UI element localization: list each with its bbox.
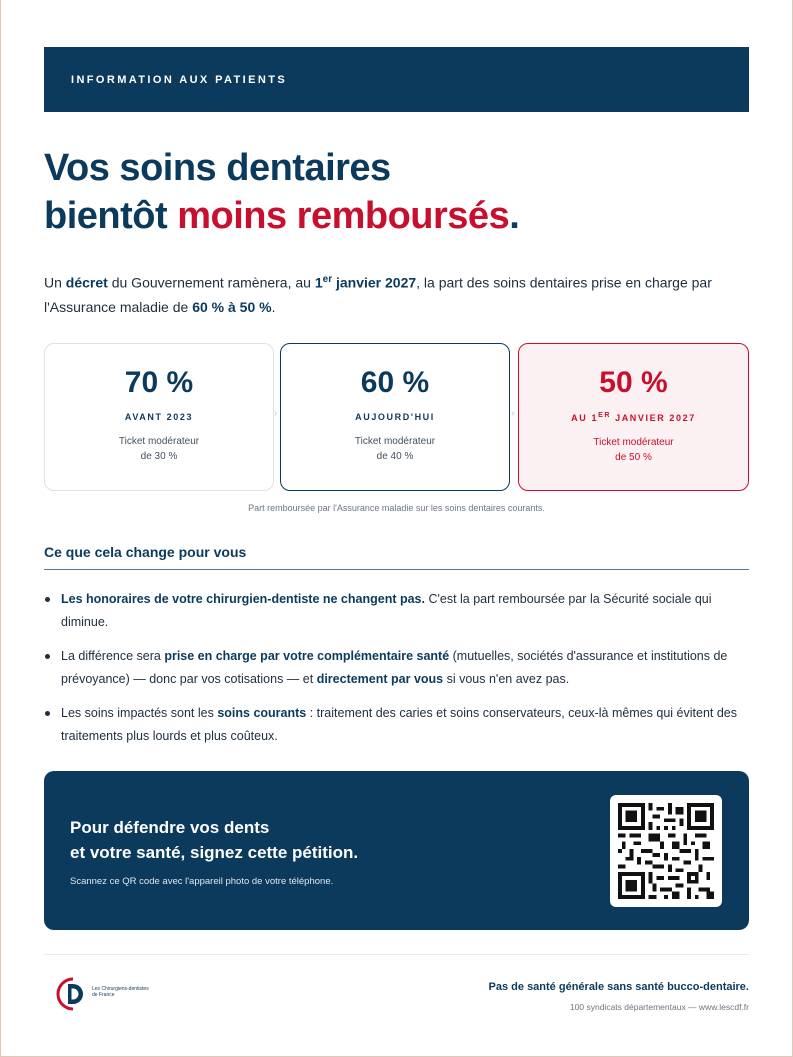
intro-text-4: .	[271, 298, 276, 315]
card-ticket-line1: Ticket modérateur	[354, 436, 436, 447]
intro-bold-rates: 60 % à 50 %	[192, 298, 272, 315]
card-january-2027	[518, 343, 749, 491]
petition-title	[70, 815, 470, 865]
intro-bold-1: 1	[314, 274, 323, 291]
footer-tagline: Pas de santé générale sans santé bucco-dentaire.	[488, 981, 749, 993]
bullet-text: (mutuelles, sociétés d'assurance et institutions de prévoyance) — donc par vos cotisations — et	[61, 649, 728, 686]
headline-line1: Vos soins dentaires	[44, 147, 391, 189]
card-ticket-line1: Ticket modérateur	[118, 436, 200, 447]
card-period-b: JANVIER 2027	[611, 413, 696, 423]
intro-text-2: du Gouvernement ramènera, au	[107, 274, 315, 291]
bullet-bold: directement par vous	[316, 672, 444, 686]
bullet-bold: soins courants	[217, 706, 307, 720]
bullet-text: : traitement des caries et soins conservateurs, ceux-là mêmes qui évitent des traitements plus lourds et plus coûteux.	[61, 706, 737, 743]
petition-title-line2: et votre santé, signez cette pétition.	[70, 843, 359, 862]
card-percent: 60 %	[360, 366, 430, 399]
intro-paragraph	[44, 268, 749, 319]
petition-instructions: Scannez ce QR code avec l'appareil photo de votre téléphone.	[70, 876, 334, 887]
card-period: AVANT 2023	[124, 412, 194, 422]
bullet-dot-icon	[45, 654, 50, 659]
bullet-text: si vous n'en avez pas.	[443, 672, 570, 686]
bullet-text: La différence sera	[61, 649, 165, 663]
bullet-bold: prise en charge par votre complémentaire santé	[164, 649, 450, 663]
intro-sup-er: er	[322, 274, 333, 285]
chevron-right-icon: ›	[511, 408, 515, 419]
qr-code[interactable]	[610, 795, 722, 907]
card-period-sup: ER	[598, 412, 611, 419]
section-title: Ce que cela change pour vous	[44, 544, 749, 570]
card-percent: 70 %	[124, 366, 194, 399]
bullet-text: Les soins impactés sont les	[61, 706, 218, 720]
card-before-2023	[44, 343, 274, 491]
bullet-dot-icon	[45, 711, 50, 716]
card-ticket-line2: de 50 %	[615, 452, 652, 463]
headline-line2-start: bientôt	[44, 195, 178, 237]
card-today	[280, 343, 510, 491]
bullet-dot-icon	[45, 597, 50, 602]
list-item	[44, 645, 749, 691]
headline-line2-red: moins remboursés	[177, 195, 510, 237]
reimbursement-cards	[44, 343, 749, 491]
cards-caption: Part remboursée par l'Assurance maladie sur les soins dentaires courants.	[248, 503, 545, 513]
list-item	[44, 702, 749, 748]
card-period: AUJOURD'HUI	[355, 412, 435, 422]
card-ticket	[45, 434, 273, 464]
card-ticket-line2: de 40 %	[376, 451, 414, 462]
chevron-right-icon: ›	[274, 408, 278, 419]
footer-divider	[44, 954, 749, 955]
card-period	[519, 412, 748, 423]
card-ticket-line2: de 30 %	[140, 451, 178, 462]
logo-line2: de France	[92, 992, 115, 998]
petition-callout	[44, 771, 749, 930]
top-banner	[44, 47, 749, 112]
list-item	[44, 588, 749, 634]
headline-line2-end: .	[509, 195, 520, 237]
logo-line1: Les Chirurgiens-dentistes	[92, 986, 149, 992]
petition-title-line1: Pour défendre vos dents	[70, 818, 270, 837]
footer-website[interactable]: 100 syndicats départementaux — www.lescdf.fr	[569, 1002, 749, 1012]
banner-label: INFORMATION AUX PATIENTS	[71, 73, 288, 86]
intro-bold-date: janvier 2027	[332, 274, 417, 291]
card-ticket-line1: Ticket modérateur	[593, 437, 674, 448]
bullet-list	[44, 588, 749, 759]
cdf-logo-icon	[56, 976, 90, 1012]
card-period-a: AU 1	[571, 413, 599, 423]
footer-right	[489, 981, 749, 1012]
bullet-text: C'est la part remboursée par la Sécurité sociale qui diminue.	[61, 592, 712, 629]
intro-text-1: Un	[44, 274, 66, 291]
card-percent: 50 %	[599, 366, 668, 399]
qr-code-icon	[618, 803, 714, 899]
card-ticket	[519, 435, 748, 465]
cdf-logo[interactable]	[56, 976, 156, 1012]
logo-text	[92, 986, 162, 998]
bullet-bold: Les honoraires de votre chirurgien-dentiste ne changent pas.	[61, 592, 425, 606]
intro-text-3: , la part des soins dentaires prise en charge par l'Assurance maladie de	[44, 274, 712, 315]
card-ticket	[281, 434, 509, 464]
page-title	[44, 144, 749, 240]
intro-bold-decret: décret	[65, 274, 108, 291]
